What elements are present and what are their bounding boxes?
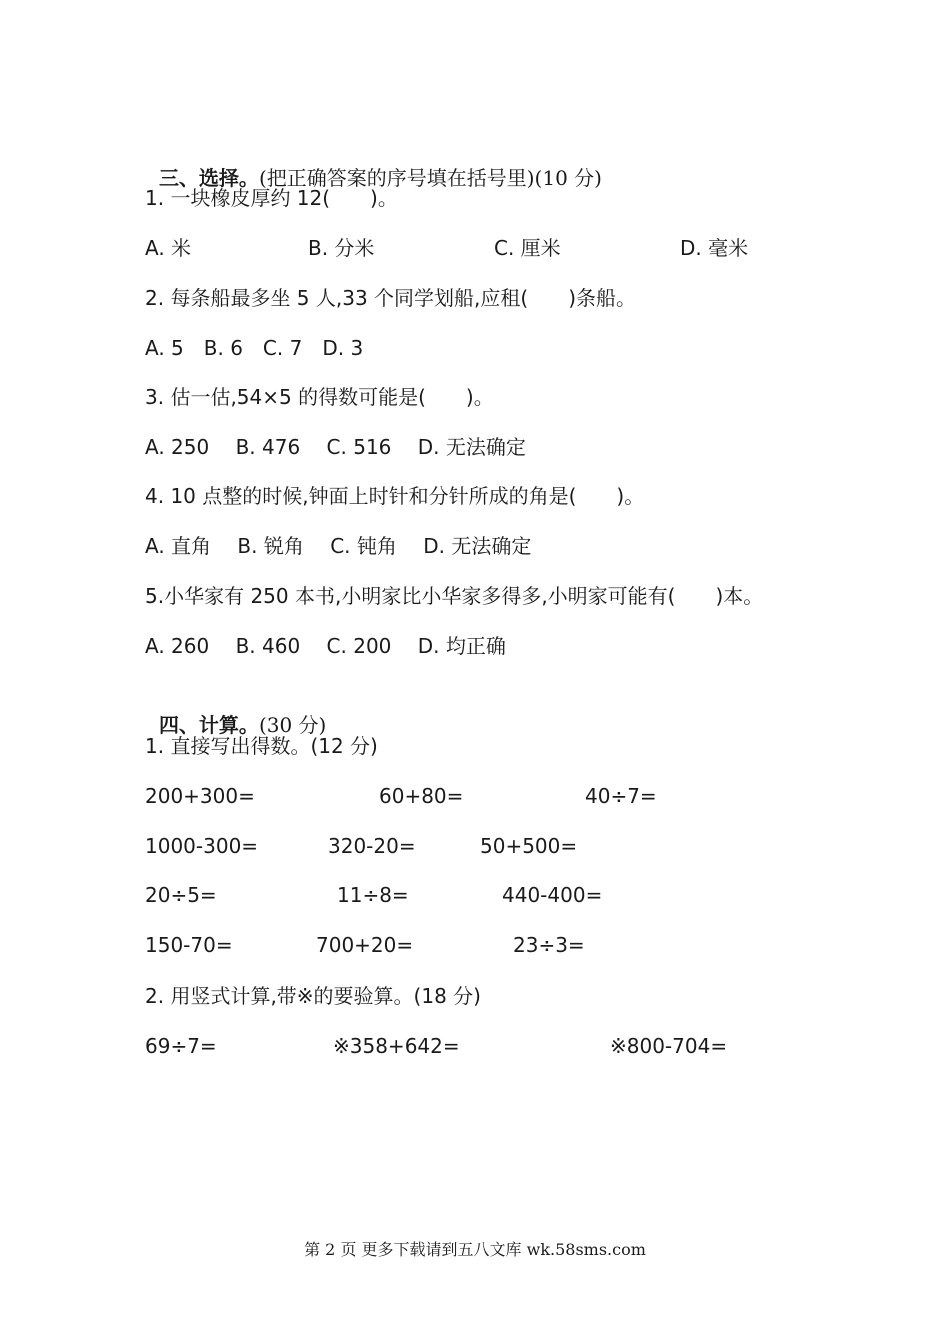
part-1-title: 1. 直接写出得数。(12 分) bbox=[145, 734, 378, 758]
section-4-title: 四、计算。 bbox=[158, 713, 259, 737]
question-2: 2. 每条船最多坐 5 人,33 个同学划船,应租( )条船。 bbox=[145, 286, 637, 310]
section-3-title: 三、选择。 bbox=[158, 166, 259, 190]
q2-options: A. 5 B. 6 C. 7 D. 3 bbox=[145, 336, 364, 360]
part-2-title: 2. 用竖式计算,带※的要验算。(18 分) bbox=[145, 984, 481, 1008]
q1-option-c: C. 厘米 bbox=[494, 236, 561, 260]
calc-item: 320-20= bbox=[328, 834, 416, 858]
question-5: 5.小华家有 250 本书,小明家比小华家多得多,小明家可能有( )本。 bbox=[145, 584, 764, 608]
calc-item: 150-70= bbox=[145, 933, 233, 957]
question-4: 4. 10 点整的时候,钟面上时针和分针所成的角是( )。 bbox=[145, 484, 645, 508]
question-3: 3. 估一估,54×5 的得数可能是( )。 bbox=[145, 385, 494, 409]
calc-item: 23÷3= bbox=[513, 933, 585, 957]
q3-options: A. 250 B. 476 C. 516 D. 无法确定 bbox=[145, 435, 526, 459]
calc-item: 440-400= bbox=[502, 883, 603, 907]
calc-item: 60+80= bbox=[379, 784, 464, 808]
section-3-note: (把正确答案的序号填在括号里)(10 分) bbox=[258, 166, 602, 190]
calc-item: 1000-300= bbox=[145, 834, 259, 858]
q4-options: A. 直角 B. 锐角 C. 钝角 D. 无法确定 bbox=[145, 534, 532, 558]
q5-options: A. 260 B. 460 C. 200 D. 均正确 bbox=[145, 634, 506, 658]
vertical-calc-item: ※800-704= bbox=[610, 1034, 728, 1058]
vertical-calc-item: ※358+642= bbox=[333, 1034, 460, 1058]
vertical-calc-item: 69÷7= bbox=[145, 1034, 217, 1058]
calc-item: 20÷5= bbox=[145, 883, 217, 907]
q1-option-d: D. 毫米 bbox=[680, 236, 749, 260]
section-4-note: (30 分) bbox=[258, 713, 327, 737]
calc-item: 11÷8= bbox=[337, 883, 409, 907]
question-1: 1. 一块橡皮厚约 12( )。 bbox=[145, 186, 398, 210]
calc-item: 700+20= bbox=[316, 933, 414, 957]
q1-option-b: B. 分米 bbox=[308, 236, 375, 260]
q1-option-a: A. 米 bbox=[145, 236, 192, 260]
calc-item: 50+500= bbox=[480, 834, 578, 858]
calc-item: 200+300= bbox=[145, 784, 255, 808]
calc-item: 40÷7= bbox=[585, 784, 657, 808]
page-footer: 第 2 页 更多下载请到五八文库 wk.58sms.com bbox=[304, 1240, 646, 1259]
